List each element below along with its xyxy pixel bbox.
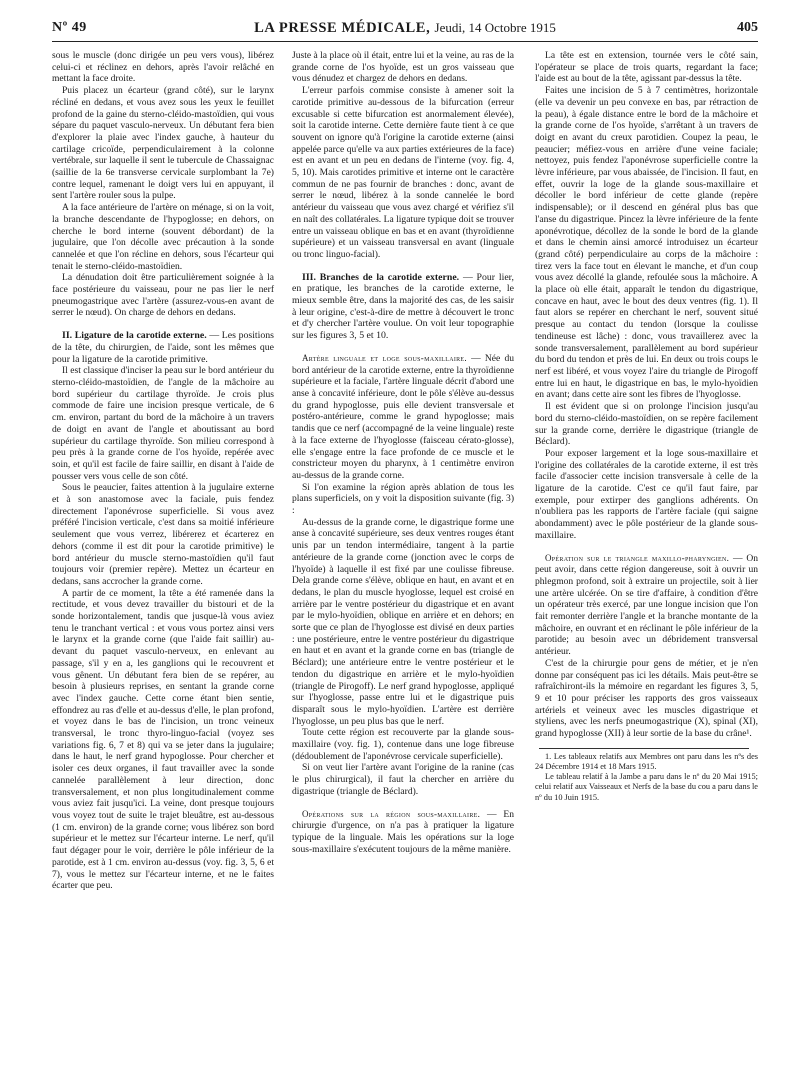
header-rule	[52, 41, 758, 42]
subsection-title: Opérations sur la région sous-maxillaire.	[302, 808, 481, 819]
paragraph: Pour exposer largement et la loge sous-maxillaire et l'origine des collatérales de la carotide externe, il est très facile d'associer cette incision transversale à celle de la ligature de la carotide. C'est ce qu'il faut faire, par exemple, pour extirper des ganglions adhérents. On n'oubliera pas les rapports de l'artère faciale (qui saigne abondamment) avec le pôle postérieur de la glande sous-maxillaire.	[535, 447, 758, 541]
subsection-text: — Née du bord antérieur de la carotide externe, entre la thyroïdienne supérieure et la faciale, l'artère linguale décrit d'abord une anse à concavité inférieure, dont le pôle s'élève au-dessus du grand hypoglosse, puis elle devient transversale et postéro-antérieure, comme le grand hypoglosse; mais tandis que ce nerf (accompagné de la veine linguale) reste à la face externe de l'hyoglosse (faisceau cérato-glosse), elle s'engage entre la face profonde de ce muscle et le constricteur moyen du pharynx, à 1 centimètre environ au-dessus de la grande corne.	[292, 352, 515, 481]
subsection-lingual	[292, 353, 514, 482]
paragraph: La tête est en extension, tournée vers le côté sain, l'opérateur se place de trois quarts, regardant la face; l'aide est au bout de la tête, agissant par-dessus la tête.	[535, 50, 758, 85]
issue-date: Jeudi, 14 Octobre 1915	[434, 20, 556, 35]
subsection-text: — En chirurgie d'urgence, on n'a pas à pratiquer la ligature typique de la linguale. Mais les opérations sur la loge sous-maxillaire s'exécutent toujours de la même manière.	[292, 808, 514, 855]
paragraph: A partir de ce moment, la tête a été ramenée dans la rectitude, et vous devez travailler du bistouri et de la sonde horizontalement, tandis que jusque-là vous aviez tenu le tranchant vertical : et vous vous portez ainsi vers le larynx et la grande corne (que l'aide fait saillir) au-devant du paquet vasculo-nerveux, en enlevant au passage, s'il y en a, les ganglions qui le recouvrent et vous gênent. Un débutant fera bien de se repérer, au besoin à plusieurs reprises, en sentant la grande corne avec l'index gauche. Cette corne étant bien sentie, effondrez au ras d'elle et au-dessus d'elle, le plan profond, et voyez dans le bas de l'incision, un tronc veineux transversal, le tronc thyro-linguo-facial (voyez ses variations fig. 6, 7 et 8) qui va se jeter dans la jugulaire; dans le haut, le nerf grand hypoglosse. Pour chercher et isoler ces deux organes, il faut travailler avec la sonde cannelée parallèlement à leur direction, donc transversalement, et non plus longitudinalement comme vous aviez fait jusqu'ici. La veine, dont presque toujours vous voyez tout de suite le trajet bleuâtre, est au-dessous (1 cm. environ) de la grande corne; vous libérez son bord supérieur et le mettez sur l'écarteur interne. Le nerf, qu'il faut dégager pour le voir, derrière le pôle inférieur de la parotide, est à 1 cm. environ au-dessus (voy. fig. 3, 5, 6 et 7), vous le mettez sur l'écarteur interne, et ne le faites écarter que peu.	[52, 587, 274, 892]
section-heading-text: — Pour lier, en pratique, les branches de la carotide externe, le mieux semble être, dans la majorité des cas, de les saisir à leur origine, c'est-à-dire de mettre à découvert le tronc et d'y chercher l'artère voulue. On voit leur topographie sur les figures 3, 5 et 10.	[292, 271, 514, 342]
subsection-text: — On peut avoir, dans cette région dangereuse, soit à ouvrir un phlegmon profond, soit à extraire un projectile, soit à lier une artère ulcérée. On se tire d'affaire, à condition d'être un opérateur très exercé, par une longue incision que l'on fait remonter derrière l'angle et la branche montante de la mâchoire, en ouvrant et en réclinant le pôle inférieur de la parotide; au besoin avec un débridement transversal antérieur.	[535, 552, 758, 658]
footnote: 1. Les tableaux relatifs aux Membres ont paru dans les nºs des 24 Décembre 1914 et 18 Mars 1915.	[535, 751, 758, 771]
section-heading-text: — Les positions de la tête, du chirurgien, de l'aide, sont les mêmes que pour la ligature de la carotide primitive.	[52, 330, 274, 365]
paragraph: Il est classique d'inciser la peau sur le bord antérieur du sterno-cléido-mastoïdien, de l'angle de la mâchoire au bord supérieur du cartilage thyroïde. Je crois plus commode de faire une incision presque verticale, de 6 cm. environ, partant du bord de la mâchoire à un travers de doigt en avant de l'angle et aboutissant au bord supérieur du cartilage thyroïde. Son milieu correspond à peu près à la grande corne de l'os hyoïde, repérée avec soin, et qu'il est facile de faire saillir, en disant à l'aide de pousser vers vous celle de son côté.	[52, 365, 274, 482]
column-1	[52, 50, 274, 892]
section-heading-title: III. Branches de la carotide externe.	[302, 271, 460, 283]
column-2	[292, 50, 514, 855]
column-3	[535, 50, 758, 803]
paragraph: A la face antérieure de l'artère on ménage, si on la voit, la branche descendante de l'hypoglosse; en dehors, on cherche le bord interne (souvent débordant) de la jugulaire, que l'on décolle avec précaution à la sonde cannelée et que l'on récline en dehors, sous l'écarteur qui tenait le sterno-cléido-mastoïdien.	[52, 202, 274, 272]
paragraph: sous le muscle (donc dirigée un peu vers vous), libérez celui-ci et réclinez en dehors, après l'avoir relâché en mettant la face droite.	[52, 50, 274, 85]
paragraph: La dénudation doit être particulièrement soignée à la face postérieure du vaisseau, pour ne pas lier le nerf pneumogastrique avec l'artère (assurez-vous-en avant de serrer le nœud). On charge de dehors en dedans.	[52, 272, 274, 319]
subsection-submaxillary	[292, 809, 514, 856]
paragraph: L'erreur parfois commise consiste à amener soit la carotide primitive au-dessous de la bifurcation (erreur excusable si cette bifurcation est anormalement élevée), soit la carotide interne. Cette dernière faute tient à ce que souvent on ignore qu'à l'origine la carotide externe (ainsi appelée parce qu'elle va aux parties extérieures de la face) est en avant et un peu en dedans de l'interne (voy. fig. 4, 5, 10). Mais carotides primitive et interne ont le caractère commun de ne pas fournir de branches : donc, avant de serrer le nœud, libérez à la sonde cannelée le bord antérieur du vaisseau que vous avez chargé et vérifiez s'il en naît des collatérales. La ligature typique doit se trouver entre un vaisseau oblique en bas et en avant (thyroïdienne supérieure) et un vaisseau transversal en avant (linguale ou tronc linguo-facial).	[292, 85, 514, 260]
footnote-rule	[539, 748, 749, 749]
paragraph: Toute cette région est recouverte par la glande sous-maxillaire (voy. fig. 1), contenue dans une loge fibreuse (dédoublement de l'aponévrose cervicale superficielle).	[292, 727, 514, 762]
paragraph: C'est de la chirurgie pour gens de métier, et je n'en donne par conséquent pas ici les détails. Mais peut-être se rafraîchiront-ils la mémoire en regardant les figures 3, 5, 9 et 10 pour préciser les rapports des gros vaisseaux artériels et veineux avec les muscles digastrique et styliens, avec les nerfs pneumogastrique (X), spinal (XI), grand hypoglosse (XII) à leur sortie de la base du crâne¹.	[535, 657, 758, 740]
paragraph: Juste à la place où il était, entre lui et la veine, au ras de la grande corne de l'os hyoïde, est un gros vaisseau que vous dénudez et chargez de dehors en dedans.	[292, 50, 514, 85]
subsection-maxillo-pharyngeal	[535, 553, 758, 658]
paragraph: Au-dessus de la grande corne, le digastrique forme une anse à concavité supérieure, ses deux ventres rouges étant unis par un tendon intermédiaire, tangent à la partie antérieure de la grande corne (jonction avec le corps de l'hyoïde) à laquelle il est fixé par une coulisse fibreuse. Dela grande corne s'élève, oblique en haut, en avant et en dedans, le plan du muscle hyoglosse, lequel est croisé en arrière par le ventre postérieur du digastrique et en avant par le mylo-hyoïdien, oblique en arrière et en dehors; en sorte que ce plan de l'hyoglosse est divisé en deux parties : une postérieure, entre le ventre postérieur du digastrique en haut et en avant et la grande corne en bas (triangle de Béclard); une antérieure entre le ventre postérieur et le tendon du digastrique en arrière et le mylo-hyoïdien (triangle de Pirogoff). Le nerf grand hypoglosse, appliqué sur l'hyoglosse, passe entre lui et le digastrique puis disparaît sous le mylo-hyoïdien. L'artère est derrière l'hyoglosse, un peu plus bas que le nerf.	[292, 516, 514, 727]
page-number: 405	[737, 20, 758, 35]
journal-title	[52, 20, 758, 37]
section-heading-branches	[292, 272, 514, 342]
paragraph: Sous le peaucier, faites attention à la jugulaire externe et à son anastomose avec la faciale, puis fendez directement l'aponévrose superficielle. Si vous avez préféré l'incision verticale, c'est dans sa moitié inférieure seulement que vous verrez, libérerez et écarterez en dehors (comme il est dit pour la carotide primitive) le bord antérieur du muscle sterno-mastoïdien qu'il faut toujours voir (premier repère). Mettez un écarteur en dedans, sans accrocher la grande corne.	[52, 482, 274, 587]
issue-number: Nº 49	[52, 20, 87, 35]
subsection-title: Artère linguale et loge sous-maxillaire.	[302, 352, 467, 363]
section-heading-external-carotid	[52, 330, 274, 365]
paragraph: Si on veut lier l'artère avant l'origine de la ranine (cas le plus chirurgical), il faut la chercher en arrière du digastrique (triangle de Béclard).	[292, 762, 514, 797]
journal-name: LA PRESSE MÉDICALE,	[254, 20, 431, 36]
paragraph: Faites une incision de 5 à 7 centimètres, horizontale (elle va devenir un peu convexe en bas, par rétraction de la peau), à égale distance entre le bord de la mâchoire et la grande corne de l'os hyoïde, s'arrêtant à un travers de doigt en avant du creux parotidien. Coupez la peau, le peaucier; méfiez-vous en arrière d'une veine faciale; nettoyez, puis fendez l'aponévrose superficielle contre la lèvre inférieure, par vous abaissée, de l'incision. Il faut, en effet, ouvrir la loge de la glande sous-maxillaire et décoller le bord inférieur de cette glande (repère indispensable); or il descend en général plus bas que l'anse du digastrique. Pincez la lèvre inférieure de la fente aponévrotique, décollez de la sonde le bord de la glande et dans le chemin ainsi amorcé introduisez un écarteur (grand côté) perpendiculaire au corps de la mâchoire : tirez vers la face tout en élevant le manche, et d'un coup vous avez décollé la glande, refoulée sous la mâchoire. A la place où elle était, apparaît le tendon du digastrique, concave en haut, avec le bout des deux ventres (fig. 1). Il faut alors se repérer en cherchant le nerf, souvent situé presque au contact du tendon (lorsque la coulisse tendineuse est lâche) : donc, vous travaillerez avec la sonde transversalement, parallèlement au bord supérieur du bord du tendon et près de lui. En deux ou trois coups le nerf est libéré, et vous voyez l'aire du triangle de Pirogoff entre lui en haut, le digastrique en bas, le mylo-hyoïdien en avant; dans cette aire sont les fibres de l'hyoglosse.	[535, 85, 758, 401]
section-heading-title: II. Ligature de la carotide externe.	[62, 330, 207, 342]
paragraph: Il est évident que si on prolonge l'incision jusqu'au bord du sterno-cléido-mastoïdien, on se repère facilement sur la grande corne, derrière le digastrique (triangle de Béclard).	[535, 401, 758, 448]
running-header	[52, 20, 758, 40]
footnote: Le tableau relatif à la Jambe a paru dans le nº du 20 Mai 1915; celui relatif aux Vaisseaux et Nerfs de la base du cou a paru dans le nº du 10 Juin 1915.	[535, 772, 758, 802]
subsection-title: Opération sur le triangle maxillo-pharyngien.	[545, 552, 730, 563]
paragraph: Puis placez un écarteur (grand côté), sur le larynx récliné en dedans, et vous avez sous les yeux le feuillet profond de la gaine du sterno-cléido-mastoïdien, qui vous sépare du paquet vasculo-nerveux. Un débutant fera bien d'explorer la plaie avec l'index gauche, à hauteur du cartilage cricoïde, perpendiculairement à la colonne vertébrale, sur laquelle il sent le tubercule de Chassaignac (saillie de la 6e transverse cervicale surplombant la 7e) contre lequel, ramenant le doigt vers lui en appuyant, il sent l'artère rouler sous la pulpe.	[52, 85, 274, 202]
paragraph: Si l'on examine la région après ablation de tous les plans superficiels, on y voit la disposition suivante (fig. 3) :	[292, 481, 514, 517]
